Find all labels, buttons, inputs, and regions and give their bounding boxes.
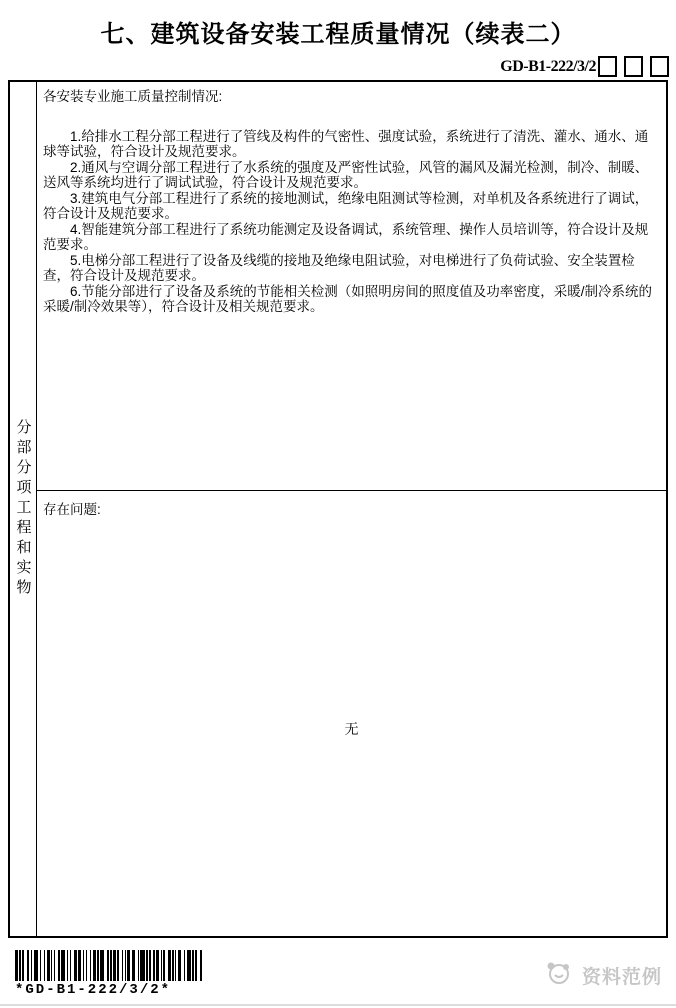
- control-section-paragraphs: [43, 129, 660, 315]
- table-content-column: [37, 82, 666, 936]
- watermark: [544, 958, 662, 993]
- barcode-text: *GD-B1-222/3/2*: [15, 982, 172, 998]
- control-paragraph: 6.节能分部进行了设备及系统的节能相关检测（如照明房间的照度值及功率密度，采暖/制冷系统的采暖/制冷效果等），符合设计及相关规范要求。: [43, 283, 653, 314]
- page-title: 七、建筑设备安装工程质量情况（续表二）: [100, 21, 576, 48]
- control-section-cell: [37, 82, 666, 491]
- barcode-image: [15, 950, 225, 981]
- control-paragraph: 2.通风与空调分部工程进行了水系统的强度及严密性试验，风管的漏风及漏光检测，制冷、制暖、送风等系统均进行了调试试验，符合设计及规范要求。: [43, 159, 649, 190]
- row-header-text: 分部分项工程和实物: [14, 419, 32, 599]
- problems-section-cell: [37, 491, 666, 936]
- watermark-text: 资料范例: [581, 967, 662, 988]
- barcode-block: [15, 950, 225, 998]
- watermark-logo-icon: [544, 958, 574, 993]
- control-paragraph: 3.建筑电气分部工程进行了系统的接地测试，绝缘电阻测试等检测，对单机及各系统进行了调试，符合设计及规范要求。: [43, 190, 649, 221]
- control-paragraph: 1.给排水工程分部工程进行了管线及构件的气密性、强度试验，系统进行了清洗、灌水、通水、通球等试验，符合设计及规范要求。: [43, 128, 649, 159]
- problems-section-header: 存在问题:: [43, 502, 101, 517]
- page-bottom-divider: [0, 1004, 676, 1006]
- form-code-checkbox-3: [650, 56, 669, 77]
- form-code: GD-B1-222/3/2: [500, 57, 596, 75]
- row-header-cell: [10, 82, 37, 936]
- form-code-checkbox-2: [624, 56, 643, 77]
- problems-content: 无: [344, 721, 359, 737]
- control-section-header: 各安装专业施工质量控制情况:: [43, 89, 223, 104]
- form-code-checkbox-1: [598, 56, 617, 77]
- quality-table: [8, 80, 668, 938]
- control-paragraph: 4.智能建筑分部工程进行了系统功能测定及设备调试，系统管理、操作人员培训等，符合设计及规范要求。: [43, 221, 649, 252]
- form-code-row: [500, 56, 669, 77]
- control-paragraph: 5.电梯分部工程进行了设备及线缆的接地及绝缘电阻试验，对电梯进行了负荷试验、安全装置检查，符合设计及规范要求。: [43, 252, 635, 283]
